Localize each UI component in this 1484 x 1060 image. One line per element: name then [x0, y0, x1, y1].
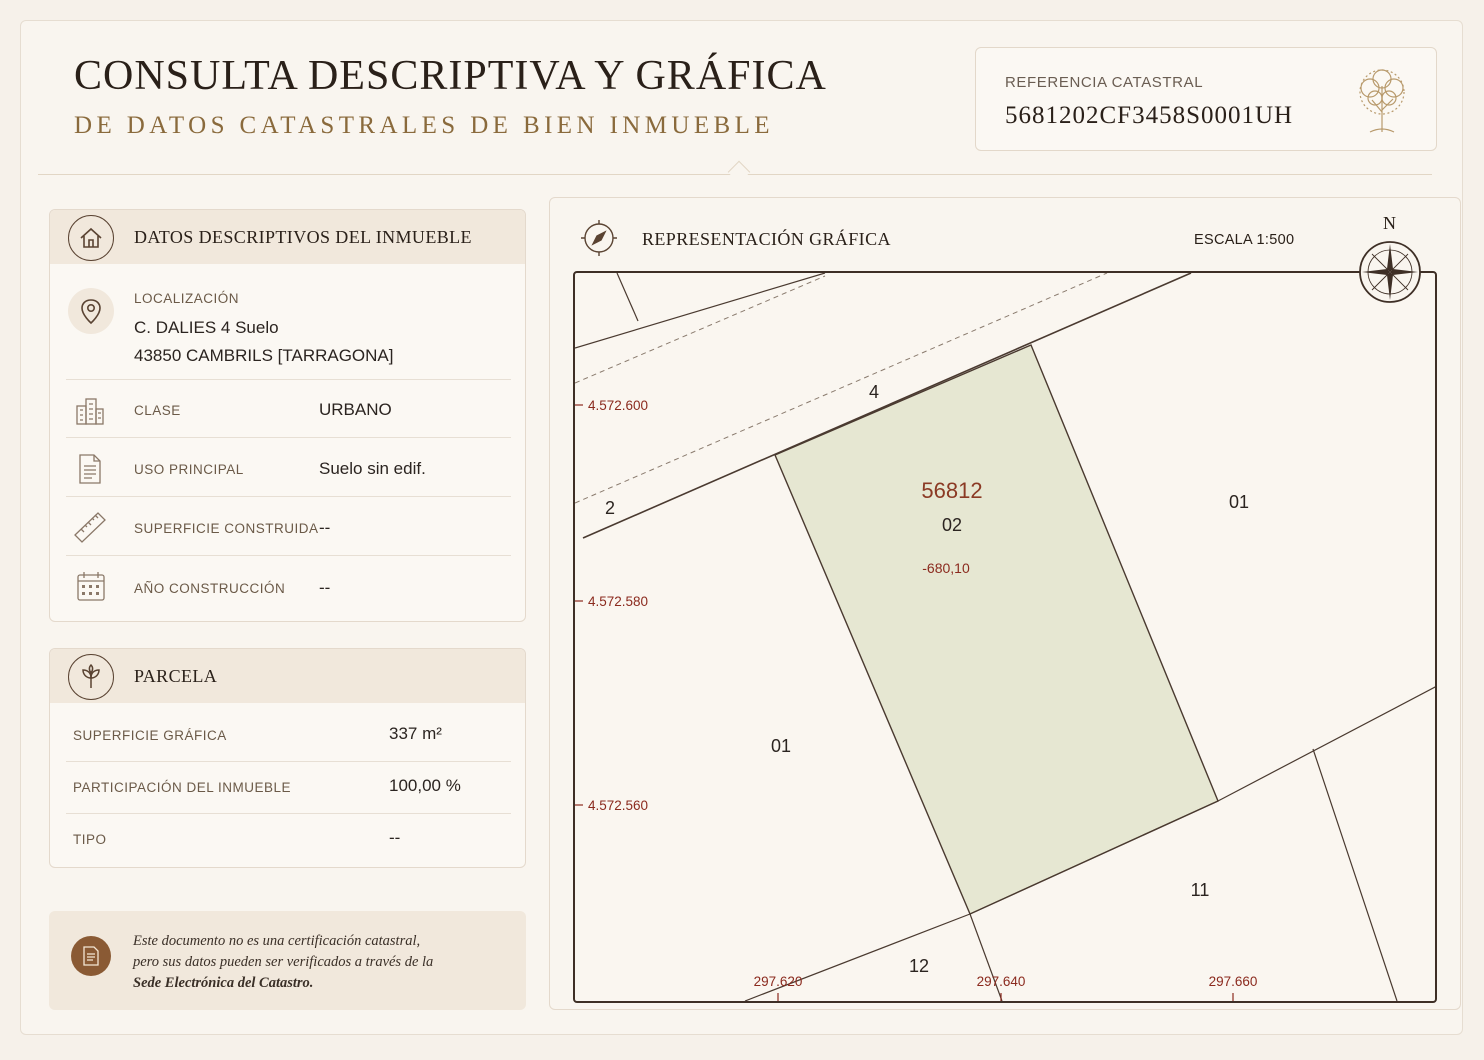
- uso-label: USO PRINCIPAL: [134, 462, 244, 477]
- x-coord-label: 297.640: [976, 974, 1026, 989]
- lot-label: 01: [1228, 492, 1250, 512]
- x-coord-label: 297.620: [753, 974, 803, 989]
- disclaimer-line1: Este documento no es una certificación catastral,: [133, 933, 421, 949]
- disclaimer-text: [133, 931, 503, 994]
- parcel-card: [49, 648, 526, 868]
- location-line1: C. DALIES 4 Suelo: [134, 318, 279, 337]
- parcel-number: 56812: [921, 478, 983, 503]
- ano-construccion-value: --: [319, 578, 331, 597]
- sede-electronica-link[interactable]: Sede Electrónica del Catastro.: [133, 975, 314, 991]
- boundary-line: [617, 273, 638, 321]
- subject-parcel[interactable]: [775, 345, 1218, 914]
- map-title: REPRESENTACIÓN GRÁFICA: [642, 229, 891, 249]
- lot-label: 12: [908, 956, 930, 976]
- superficie-grafica-label: SUPERFICIE GRÁFICA: [73, 728, 227, 743]
- map-scale: ESCALA 1:500: [1194, 232, 1295, 248]
- cadastral-map[interactable]: [573, 271, 1437, 1003]
- calendar-icon: [76, 570, 106, 602]
- row-divider: [66, 555, 511, 556]
- y-coord-label: 4.572.560: [588, 798, 649, 813]
- street-number-label: 4: [868, 382, 880, 402]
- north-label: N: [1383, 213, 1396, 233]
- y-coord-label: 4.572.580: [588, 594, 649, 609]
- reference-label: REFERENCIA CATASTRAL: [1005, 74, 1204, 91]
- clase-label: CLASE: [134, 403, 181, 418]
- disclaimer-line2: pero sus datos pueden ser verificados a través de la: [133, 954, 434, 970]
- superficie-grafica-value: 337 m²: [389, 724, 442, 743]
- row-divider: [66, 761, 511, 762]
- row-divider: [66, 437, 511, 438]
- boundary-line: [575, 273, 825, 348]
- parcel-subnumber: 02: [941, 515, 963, 535]
- elevation-label: -680,10: [922, 560, 970, 576]
- parcel-card-header: [50, 649, 525, 703]
- row-divider: [66, 379, 511, 380]
- boundary-line: [1218, 685, 1435, 801]
- lot-label: 11: [1190, 880, 1210, 900]
- participacion-label: PARTICIPACIÓN DEL INMUEBLE: [73, 780, 292, 795]
- disclaimer-link[interactable]: [133, 973, 503, 994]
- page-title: CONSULTA DESCRIPTIVA Y GRÁFICA: [74, 53, 827, 99]
- row-divider: [66, 813, 511, 814]
- participacion-value: 100,00 %: [389, 776, 461, 795]
- row-divider: [66, 496, 511, 497]
- cadastral-reference-box: [975, 47, 1437, 151]
- buildings-icon: [74, 396, 106, 426]
- disclaimer-note: [49, 911, 526, 1010]
- reference-value[interactable]: 5681202CF3458S0001UH: [1005, 102, 1294, 129]
- document-icon: [77, 453, 103, 485]
- ano-construccion-label: AÑO CONSTRUCCIÓN: [134, 581, 286, 596]
- sprout-icon: [68, 654, 114, 700]
- compass-icon: [578, 217, 620, 259]
- dashed-alignment-line: [575, 276, 825, 383]
- location-pin-icon: [68, 288, 114, 334]
- compass-rose-icon: [1358, 240, 1422, 304]
- house-icon: [68, 215, 114, 261]
- descriptive-card: [49, 209, 526, 622]
- descriptive-card-header: [50, 210, 525, 264]
- page-subtitle: DE DATOS CATASTRALES DE BIEN INMUEBLE: [74, 112, 774, 139]
- lot-label: 01: [770, 736, 792, 756]
- x-coord-label: 297.660: [1208, 974, 1258, 989]
- boundary-line: [1313, 749, 1397, 1001]
- parcel-card-title: PARCELA: [134, 666, 218, 686]
- superficie-construida-label: SUPERFICIE CONSTRUIDA: [134, 521, 319, 536]
- clase-value: URBANO: [319, 400, 392, 419]
- tree-icon: [1344, 62, 1420, 138]
- y-coord-label: 4.572.600: [588, 398, 649, 413]
- street-number-label: 2: [604, 498, 616, 518]
- location-label: LOCALIZACIÓN: [134, 291, 240, 306]
- document-badge-icon: [71, 936, 111, 976]
- uso-value: Suelo sin edif.: [319, 459, 426, 478]
- superficie-construida-value: --: [319, 518, 331, 537]
- location-line2: 43850 CAMBRILS [TARRAGONA]: [134, 346, 394, 365]
- tipo-value: --: [389, 828, 401, 847]
- descriptive-card-title: DATOS DESCRIPTIVOS DEL INMUEBLE: [134, 227, 472, 247]
- ruler-icon: [72, 510, 108, 544]
- tipo-label: TIPO: [73, 832, 107, 847]
